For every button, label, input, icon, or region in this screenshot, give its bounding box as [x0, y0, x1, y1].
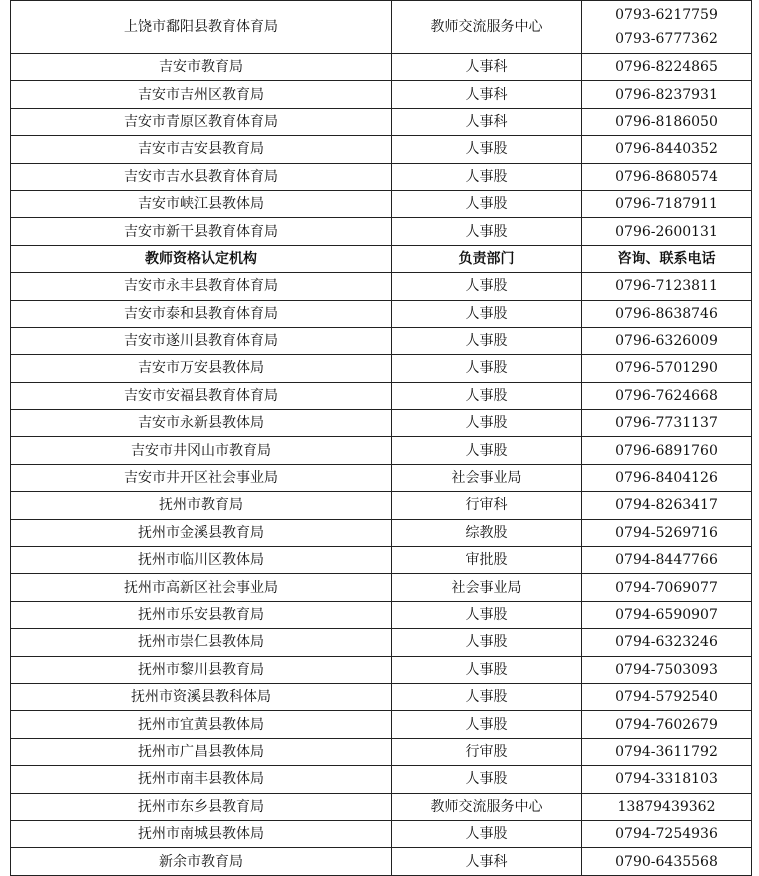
dept-cell: 人事股 [392, 410, 582, 437]
phone-cell [582, 1, 752, 54]
phone-cell: 0796-7187911 [582, 190, 752, 217]
dept-cell: 人事股 [392, 629, 582, 656]
org-cell: 上饶市鄱阳县教育体育局 [11, 1, 392, 54]
phone-number: 0793-6217759 [615, 7, 718, 23]
dept-cell: 教师交流服务中心 [392, 793, 582, 820]
phone-cell: 0796-8440352 [582, 136, 752, 163]
org-cell: 吉安市遂川县教育体育局 [11, 327, 392, 354]
phone-cell: 0794-5792540 [582, 683, 752, 710]
org-cell: 抚州市临川区教体局 [11, 547, 392, 574]
dept-cell: 人事科 [392, 81, 582, 108]
dept-cell: 人事科 [392, 54, 582, 81]
phone-cell: 0796-2600131 [582, 218, 752, 245]
phone-number: 0793-6777362 [615, 31, 718, 47]
org-cell: 抚州市东乡县教育局 [11, 793, 392, 820]
table-row [11, 382, 752, 409]
dept-cell: 人事股 [392, 656, 582, 683]
dept-cell: 人事股 [392, 437, 582, 464]
phone-cell: 0794-7503093 [582, 656, 752, 683]
table-row [11, 163, 752, 190]
org-cell: 吉安市吉州区教育局 [11, 81, 392, 108]
table-row [11, 464, 752, 491]
table-row [11, 108, 752, 135]
dept-cell: 综教股 [392, 519, 582, 546]
dept-cell: 人事股 [392, 190, 582, 217]
table-row [11, 848, 752, 875]
phone-cell: 0796-6326009 [582, 327, 752, 354]
table-row [11, 300, 752, 327]
table-row [11, 437, 752, 464]
org-cell: 抚州市南城县教体局 [11, 820, 392, 847]
phone-cell: 0796-7731137 [582, 410, 752, 437]
dept-cell: 审批股 [392, 547, 582, 574]
table-row [11, 683, 752, 710]
org-cell: 吉安市教育局 [11, 54, 392, 81]
phone-cell: 0796-8186050 [582, 108, 752, 135]
table-row [11, 190, 752, 217]
phone-cell: 0796-7624668 [582, 382, 752, 409]
dept-cell: 人事股 [392, 711, 582, 738]
org-cell: 吉安市井冈山市教育局 [11, 437, 392, 464]
phone-cell: 0796-8638746 [582, 300, 752, 327]
phone-cell: 0796-8224865 [582, 54, 752, 81]
org-cell: 抚州市宜黄县教体局 [11, 711, 392, 738]
table-row [11, 820, 752, 847]
table-row [11, 793, 752, 820]
dept-cell: 教师交流服务中心 [392, 1, 582, 54]
org-cell: 吉安市峡江县教体局 [11, 190, 392, 217]
header-dept: 负责部门 [392, 245, 582, 272]
table-row [11, 711, 752, 738]
org-cell: 抚州市黎川县教育局 [11, 656, 392, 683]
org-cell: 抚州市金溪县教育局 [11, 519, 392, 546]
org-cell: 吉安市井开区社会事业局 [11, 464, 392, 491]
dept-cell: 人事股 [392, 820, 582, 847]
phone-cell: 0794-8263417 [582, 492, 752, 519]
org-cell: 抚州市广昌县教体局 [11, 738, 392, 765]
header-phone: 咨询、联系电话 [582, 245, 752, 272]
table-row [11, 601, 752, 628]
table-row [11, 547, 752, 574]
org-cell: 新余市教育局 [11, 848, 392, 875]
phone-cell: 13879439362 [582, 793, 752, 820]
table-row [11, 410, 752, 437]
phone-cell: 0790-6435568 [582, 848, 752, 875]
org-cell: 抚州市南丰县教体局 [11, 766, 392, 793]
phone-cell: 0796-8680574 [582, 163, 752, 190]
dept-cell: 人事股 [392, 273, 582, 300]
dept-cell: 社会事业局 [392, 464, 582, 491]
table-row [11, 766, 752, 793]
dept-cell: 人事科 [392, 848, 582, 875]
dept-cell: 人事股 [392, 355, 582, 382]
dept-cell: 人事股 [392, 218, 582, 245]
phone-cell: 0794-7069077 [582, 574, 752, 601]
phone-cell: 0796-7123811 [582, 273, 752, 300]
phone-cell: 0794-5269716 [582, 519, 752, 546]
org-cell: 吉安市永新县教体局 [11, 410, 392, 437]
contact-table-body [11, 1, 752, 876]
dept-cell: 人事股 [392, 327, 582, 354]
org-cell: 抚州市教育局 [11, 492, 392, 519]
org-cell: 抚州市崇仁县教体局 [11, 629, 392, 656]
dept-cell: 人事股 [392, 163, 582, 190]
dept-cell: 人事股 [392, 766, 582, 793]
org-cell: 吉安市安福县教育体育局 [11, 382, 392, 409]
phone-cell: 0794-3318103 [582, 766, 752, 793]
table-row [11, 273, 752, 300]
org-cell: 抚州市乐安县教育局 [11, 601, 392, 628]
org-cell: 吉安市青原区教育体育局 [11, 108, 392, 135]
phone-cell: 0794-6323246 [582, 629, 752, 656]
table-row [11, 136, 752, 163]
dept-cell: 社会事业局 [392, 574, 582, 601]
org-cell: 抚州市高新区社会事业局 [11, 574, 392, 601]
table-row [11, 218, 752, 245]
table-header-row [11, 245, 752, 272]
org-cell: 吉安市新干县教育体育局 [11, 218, 392, 245]
dept-cell: 人事股 [392, 300, 582, 327]
phone-cell: 0794-6590907 [582, 601, 752, 628]
dept-cell: 人事股 [392, 136, 582, 163]
header-org: 教师资格认定机构 [11, 245, 392, 272]
dept-cell: 行审股 [392, 738, 582, 765]
org-cell: 吉安市泰和县教育体育局 [11, 300, 392, 327]
phone-cell: 0796-8404126 [582, 464, 752, 491]
table-row [11, 519, 752, 546]
org-cell: 吉安市吉水县教育体育局 [11, 163, 392, 190]
dept-cell: 人事科 [392, 108, 582, 135]
org-cell: 吉安市万安县教体局 [11, 355, 392, 382]
table-row [11, 355, 752, 382]
dept-cell: 人事股 [392, 382, 582, 409]
phone-cell: 0794-7254936 [582, 820, 752, 847]
dept-cell: 人事股 [392, 601, 582, 628]
table-row [11, 629, 752, 656]
table-row [11, 492, 752, 519]
phone-cell: 0794-8447766 [582, 547, 752, 574]
phone-cell: 0794-3611792 [582, 738, 752, 765]
table-row [11, 574, 752, 601]
phone-cell: 0796-8237931 [582, 81, 752, 108]
table-row [11, 54, 752, 81]
dept-cell: 人事股 [392, 683, 582, 710]
org-cell: 吉安市吉安县教育局 [11, 136, 392, 163]
table-row [11, 1, 752, 54]
phone-cell: 0794-7602679 [582, 711, 752, 738]
phone-cell: 0796-5701290 [582, 355, 752, 382]
phone-cell: 0796-6891760 [582, 437, 752, 464]
org-cell: 吉安市永丰县教育体育局 [11, 273, 392, 300]
contact-table [10, 0, 752, 876]
table-row [11, 738, 752, 765]
dept-cell: 行审科 [392, 492, 582, 519]
table-row [11, 81, 752, 108]
table-row [11, 327, 752, 354]
table-row [11, 656, 752, 683]
org-cell: 抚州市资溪县教科体局 [11, 683, 392, 710]
